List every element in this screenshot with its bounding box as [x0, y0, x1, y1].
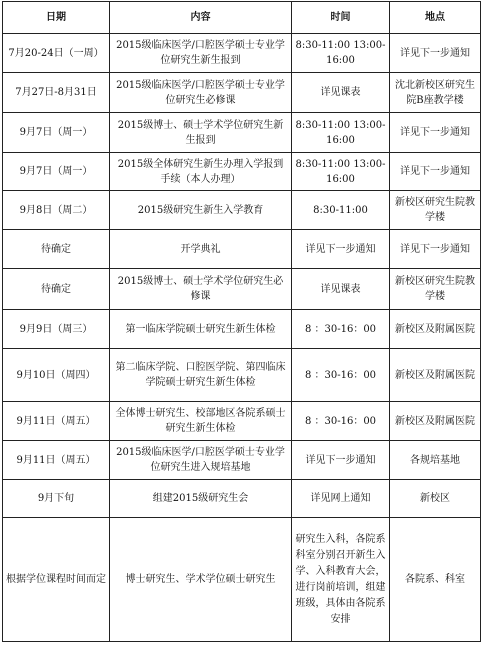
- date-cell: 9月10日（周四）: [3, 349, 110, 402]
- place-cell: 新校区及附属医院: [390, 349, 481, 402]
- content-cell: 组建2015级研究生会: [110, 480, 292, 518]
- table-row: [3, 310, 481, 349]
- content-cell: 第一临床学院硕士研究生新生体检: [110, 310, 292, 349]
- date-cell: 9月9日（周三）: [3, 310, 110, 349]
- content-cell: 第二临床学院、口腔医学院、第四临床学院硕士研究生新生体检: [110, 349, 292, 402]
- table-row: [3, 34, 481, 73]
- date-cell: 9月11日（周五）: [3, 441, 110, 480]
- date-cell: 待确定: [3, 269, 110, 310]
- date-cell: 9月7日（周一）: [3, 153, 110, 191]
- date-cell: 9月11日（周五）: [3, 402, 110, 441]
- time-cell: 详见课表: [292, 73, 390, 113]
- table-row: [3, 153, 481, 191]
- place-cell: 沈北新校区研究生院B座教学楼: [390, 73, 481, 113]
- content-cell: 开学典礼: [110, 230, 292, 269]
- table-row: [3, 113, 481, 153]
- header-date: 日期: [3, 2, 110, 34]
- time-cell: 研究生入科，各院系科室分别召开新生入学、入科教育大会，进行岗前培训，组建班级，具体由各院系安排: [292, 518, 390, 642]
- place-cell: 新校区及附属医院: [390, 402, 481, 441]
- date-cell: 待确定: [3, 230, 110, 269]
- content-cell: 2015级临床医学/口腔医学硕士专业学位研究生新生报到: [110, 34, 292, 73]
- time-cell: 详见网上通知: [292, 480, 390, 518]
- table-row: [3, 349, 481, 402]
- time-cell: 8:30-11:00: [292, 191, 390, 230]
- table-row: [3, 480, 481, 518]
- table-row: [3, 73, 481, 113]
- date-cell: 9月8日（周二）: [3, 191, 110, 230]
- time-cell: 详见课表: [292, 269, 390, 310]
- place-cell: 详见下一步通知: [390, 34, 481, 73]
- content-cell: 2015级临床医学/口腔医学硕士专业学位研究生进入规培基地: [110, 441, 292, 480]
- table-row: [3, 230, 481, 269]
- place-cell: 新校区研究生院教学楼: [390, 269, 481, 310]
- place-cell: 新校区及附属医院: [390, 310, 481, 349]
- content-cell: 博士研究生、学术学位硕士研究生: [110, 518, 292, 642]
- time-cell: 8 ：30-16：00: [292, 310, 390, 349]
- table-row: [3, 402, 481, 441]
- date-cell: 9月下旬: [3, 480, 110, 518]
- time-cell: 8:30-11:00 13:00-16:00: [292, 153, 390, 191]
- table-row: [3, 191, 481, 230]
- content-cell: 2015级全体研究生新生办理入学报到手续（本人办理）: [110, 153, 292, 191]
- table-row: [3, 269, 481, 310]
- place-cell: 新校区: [390, 480, 481, 518]
- header-place: 地点: [390, 2, 481, 34]
- place-cell: 详见下一步通知: [390, 113, 481, 153]
- table-header-row: [3, 2, 481, 34]
- place-cell: 详见下一步通知: [390, 230, 481, 269]
- place-cell: 详见下一步通知: [390, 153, 481, 191]
- time-cell: 详见下一步通知: [292, 441, 390, 480]
- table-row: [3, 441, 481, 480]
- content-cell: 2015级临床医学/口腔医学硕士专业学位研究生必修课: [110, 73, 292, 113]
- time-cell: 8:30-11:00 13:00-16:00: [292, 113, 390, 153]
- header-time: 时间: [292, 2, 390, 34]
- time-cell: 8:30-11:00 13:00-16:00: [292, 34, 390, 73]
- time-cell: 8 ：30-16：00: [292, 349, 390, 402]
- content-cell: 2015级博士、硕士学术学位研究生新生报到: [110, 113, 292, 153]
- place-cell: 各院系、科室: [390, 518, 481, 642]
- content-cell: 全体博士研究生、校部地区各院系硕士研究生新生体检: [110, 402, 292, 441]
- time-cell: 详见下一步通知: [292, 230, 390, 269]
- date-cell: 9月7日（周一）: [3, 113, 110, 153]
- time-cell: 8 ：30-16：00: [292, 402, 390, 441]
- date-cell: 7月27日-8月31日: [3, 73, 110, 113]
- schedule-table: [2, 1, 481, 642]
- content-cell: 2015级博士、硕士学术学位研究生必修课: [110, 269, 292, 310]
- date-cell: 7月20-24日（一周）: [3, 34, 110, 73]
- header-content: 内容: [110, 2, 292, 34]
- content-cell: 2015级研究生新生入学教育: [110, 191, 292, 230]
- table-row: [3, 518, 481, 642]
- place-cell: 新校区研究生院教学楼: [390, 191, 481, 230]
- place-cell: 各规培基地: [390, 441, 481, 480]
- date-cell: 根据学位课程时间而定: [3, 518, 110, 642]
